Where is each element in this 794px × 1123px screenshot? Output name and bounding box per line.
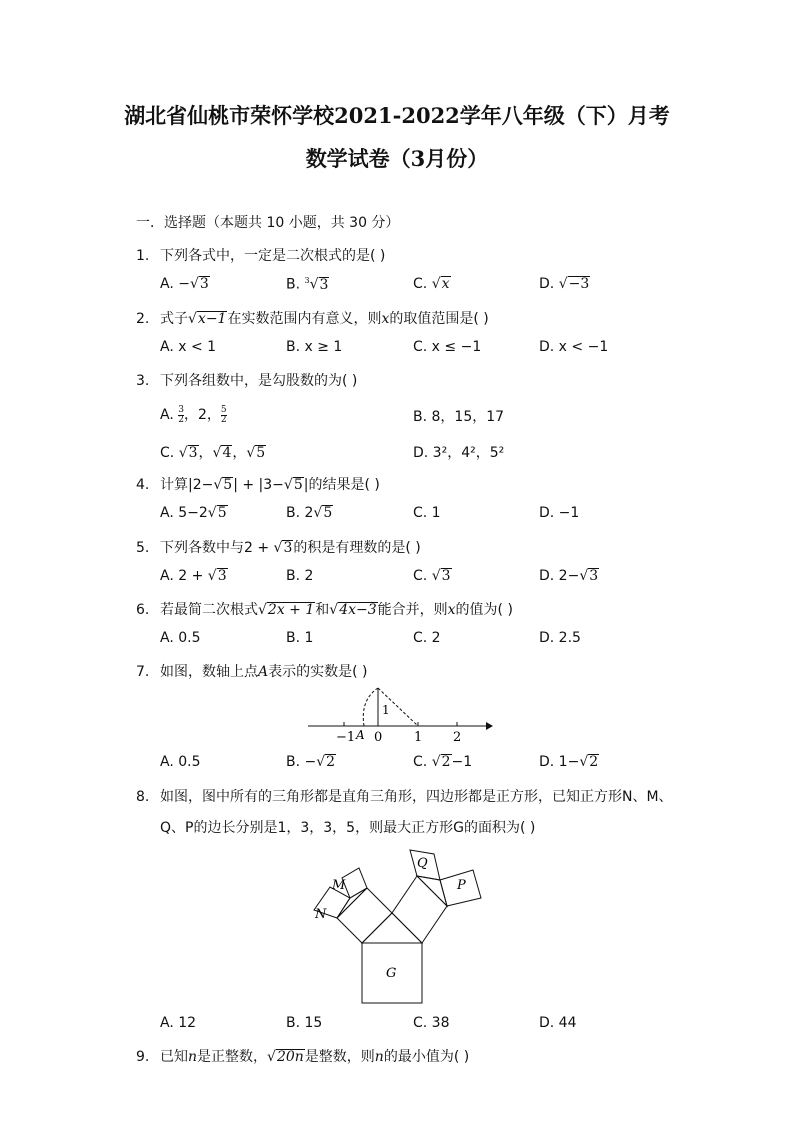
q3-option-b: B. 8，15，17 xyxy=(413,409,505,425)
q3-option-c: C. √3，√4，√5 xyxy=(160,445,266,461)
question-4: 4. 计算|2−√5| + |3−√5|的结果是( ) xyxy=(136,477,380,493)
question-5: 5. 下列各数中与2 + √3的积是有理数的是( ) xyxy=(136,540,421,556)
square-m xyxy=(342,868,367,898)
question-1: 1. 下列各式中，一定是二次根式的是( ) xyxy=(136,248,386,264)
q3-option-a: A. $\frac{3}{2}$ ，2， $\frac{5}{2}$ xyxy=(160,404,227,425)
tick-label-2: 2 xyxy=(453,730,462,745)
tick-label-0: 0 xyxy=(374,730,383,745)
question-9: 9. 已知n是正整数，√20n是整数，则n的最小值为( ) xyxy=(136,1049,470,1065)
point-a-label: A xyxy=(356,728,365,742)
q4-option-a: A. 5−2√5 xyxy=(160,505,227,521)
square-right-mid xyxy=(392,876,447,943)
q6-option-a: A. 0.5 xyxy=(160,630,201,646)
question-6: 6. 若最简二次根式√2x + 1和√4x−3能合并，则x的值为( ) xyxy=(136,602,513,618)
label-n: N xyxy=(315,907,327,922)
q6-option-d: D. 2.5 xyxy=(539,630,581,646)
q5-option-c: C. √3 xyxy=(413,568,451,584)
q8-option-a: A. 12 xyxy=(160,1015,197,1031)
label-p: P xyxy=(457,878,466,893)
q3-option-d: D. 3²，4²，5² xyxy=(413,445,505,461)
q7-option-a: A. 0.5 xyxy=(160,754,201,770)
q7-option-b: B. −√2 xyxy=(286,754,336,770)
q1-option-c: C. √x xyxy=(413,276,450,292)
q4-option-b: B. 2√5 xyxy=(286,505,333,521)
section-heading: 一．选择题（本题共 10 小题，共 30 分） xyxy=(136,215,400,231)
tick-label-1: 1 xyxy=(414,730,423,745)
page-title-line2: 数学试卷（3月份） xyxy=(305,146,489,171)
q1-option-b: B. $^3$√3 xyxy=(286,276,329,293)
q5-option-a: A. 2 + √3 xyxy=(160,568,227,584)
q2-option-c: C. x ≤ −1 xyxy=(413,339,482,355)
question-8-line1: 8. 如图，图中所有的三角形都是直角三角形，四边形都是正方形，已知正方形N、M、 xyxy=(136,789,673,805)
label-m: M xyxy=(332,878,346,893)
tick-label-minus-1: −1 xyxy=(336,730,356,745)
q5-option-d: D. 2−√3 xyxy=(539,568,599,584)
q8-option-d: D. 44 xyxy=(539,1015,577,1031)
q2-option-d: D. x < −1 xyxy=(539,339,609,355)
q7-option-c: C. √2−1 xyxy=(413,754,473,770)
side-label: 1 xyxy=(382,703,390,717)
question-8-line2: Q、P的边长分别是1，3，3，5，则最大正方形G的面积为( ) xyxy=(160,820,536,836)
square-left-mid xyxy=(337,888,392,943)
question-3: 3. 下列各组数中，是勾股数的为( ) xyxy=(136,373,358,389)
axis-arrow-icon xyxy=(486,722,493,730)
q8-option-c: C. 38 xyxy=(413,1015,450,1031)
q6-option-b: B. 1 xyxy=(286,630,314,646)
page-title-line1: 湖北省仙桃市荣怀学校2021-2022学年八年级（下）月考 xyxy=(124,103,670,128)
pythagoras-tree-figure xyxy=(300,842,490,1007)
label-q: Q xyxy=(417,856,428,871)
q5-option-b: B. 2 xyxy=(286,568,314,584)
arc-dashed xyxy=(363,688,378,726)
q7-option-d: D. 1−√2 xyxy=(539,754,599,770)
q1-option-a: A. −√3 xyxy=(160,276,209,292)
q6-option-c: C. 2 xyxy=(413,630,441,646)
number-line-figure xyxy=(300,682,495,746)
label-g: G xyxy=(386,966,397,981)
q4-option-d: D. −1 xyxy=(539,505,580,521)
question-2: 2. 式子√x−1在实数范围内有意义，则x的取值范围是( ) xyxy=(136,311,489,327)
triangle-base xyxy=(362,913,422,943)
q4-option-c: C. 1 xyxy=(413,505,441,521)
q2-option-a: A. x < 1 xyxy=(160,339,217,355)
q1-option-d: D. √−3 xyxy=(539,276,590,292)
q2-option-b: B. x ≥ 1 xyxy=(286,339,343,355)
question-7: 7. 如图，数轴上点A表示的实数是( ) xyxy=(136,664,368,680)
q8-option-b: B. 15 xyxy=(286,1015,323,1031)
